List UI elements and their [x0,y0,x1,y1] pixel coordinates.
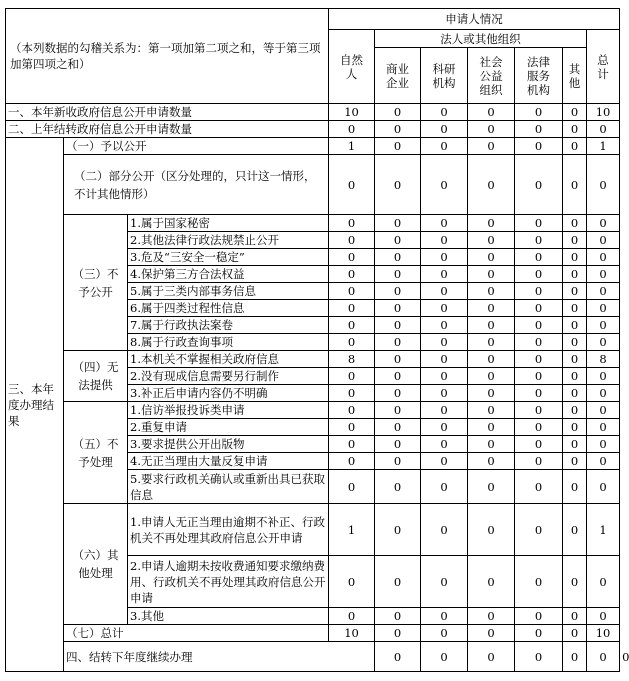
cell: 0 [515,556,563,608]
cell: 0 [515,283,563,300]
cell: 0 [421,385,468,402]
cell: 0 [515,504,563,556]
cell: 0 [375,300,421,317]
cell: 0 [563,642,587,672]
cell: 0 [375,625,421,642]
table-row [6,402,620,419]
cell: 0 [421,625,468,642]
group-label: （五）不予处理 [64,402,128,504]
cell: 0 [421,121,468,138]
cell: 0 [375,351,421,368]
cell: 0 [563,334,587,351]
cell: 0 [421,556,468,608]
cell: 1 [587,138,620,155]
cell: 10 [587,104,620,121]
row-label: 5.属于三类内部事务信息 [128,283,329,300]
cell: 0 [587,155,620,215]
cell: 0 [468,300,515,317]
cell: 0 [421,283,468,300]
cell: 8 [329,351,375,368]
header-col-public-welfare: 社会公益组织 [468,48,515,104]
cell: 0 [515,385,563,402]
cell: 0 [421,504,468,556]
row-label: （一）予以公开 [64,138,329,155]
cell: 0 [515,215,563,232]
cell: 0 [587,215,620,232]
cell: 0 [375,608,421,625]
row-label: 2.重复申请 [128,419,329,436]
header-col-business: 商业企业 [375,48,421,104]
cell: 0 [329,215,375,232]
cell: 0 [563,351,587,368]
cell: 0 [421,232,468,249]
row-label: 3.补正后申请内容仍不明确 [128,385,329,402]
cell: 0 [329,249,375,266]
cell: 0 [375,470,421,504]
cell: 0 [563,300,587,317]
cell: 0 [468,368,515,385]
row-label: 2.没有现成信息需要另行制作 [128,368,329,385]
cell: 0 [563,470,587,504]
cell: 0 [587,470,620,504]
cell: 0 [515,436,563,453]
row-label: 3.要求提供公开出版物 [128,436,329,453]
table-row [6,625,620,642]
cell: 0 [329,334,375,351]
cell: 0 [421,138,468,155]
cell: 0 [587,385,620,402]
cell: 0 [421,402,468,419]
cell: 0 [375,121,421,138]
cell: 1 [587,504,620,556]
row-label: 1.属于国家秘密 [128,215,329,232]
row-label: 7.属于行政执法案卷 [128,317,329,334]
row-label: （七）总计 [64,625,329,642]
cell: 0 [515,368,563,385]
cell: 0 [421,642,468,672]
cell: 0 [468,249,515,266]
header-note: （本列数据的勾稽关系为：第一项加第二项之和，等于第三项加第四项之和） [6,9,329,104]
cell: 0 [515,351,563,368]
cell: 0 [468,317,515,334]
header-col-natural-person: 自然人 [329,30,375,104]
cell: 0 [468,121,515,138]
cell: 0 [375,556,421,608]
cell: 0 [468,334,515,351]
cell: 0 [468,436,515,453]
cell: 0 [421,249,468,266]
cell: 0 [587,317,620,334]
cell: 0 [375,232,421,249]
cell: 1 [329,138,375,155]
header-legal: 法人或其他组织 [375,30,587,48]
cell: 0 [515,419,563,436]
cell: 0 [468,470,515,504]
cell: 0 [563,625,587,642]
cell: 0 [587,419,620,436]
cell: 0 [375,504,421,556]
cell: 0 [563,283,587,300]
row-label: 1.申请人无正当理由逾期不补正、行政机关不再处理其政府信息公开申请 [128,504,329,556]
cell: 0 [329,608,375,625]
row-label: 4.保护第三方合法权益 [128,266,329,283]
cell: 0 [329,300,375,317]
cell: 0 [587,402,620,419]
cell: 0 [515,402,563,419]
cell: 0 [587,334,620,351]
cell: 0 [421,300,468,317]
cell: 1 [329,504,375,556]
cell: 0 [468,351,515,368]
cell: 0 [515,317,563,334]
cell: 0 [468,453,515,470]
cell: 0 [563,402,587,419]
cell: 0 [375,436,421,453]
cell: 0 [468,419,515,436]
cell: 8 [587,351,620,368]
row-label: 四、结转下年度继续办理 [64,642,375,672]
cell: 0 [468,104,515,121]
cell: 0 [329,402,375,419]
cell: 0 [329,155,375,215]
cell: 0 [563,317,587,334]
cell: 0 [375,368,421,385]
cell: 0 [468,556,515,608]
cell: 0 [468,642,515,672]
group-label: （六）其他处理 [64,504,128,625]
header-col-other: 其他 [563,48,587,104]
cell: 0 [329,121,375,138]
cell: 0 [563,215,587,232]
cell: 0 [375,402,421,419]
cell: 0 [421,419,468,436]
cell: 10 [329,104,375,121]
cell: 0 [587,368,620,385]
cell: 0 [329,436,375,453]
table-row [6,504,620,556]
table-row [6,155,620,215]
cell: 0 [515,155,563,215]
cell: 0 [421,215,468,232]
cell: 0 [329,317,375,334]
cell: 0 [421,104,468,121]
cell: 0 [375,317,421,334]
cell: 0 [515,642,563,672]
cell: 0 [468,608,515,625]
cell: 0 [563,266,587,283]
table-row [6,104,620,121]
cell: 0 [563,155,587,215]
cell: 0 [468,283,515,300]
row-label: 8.属于行政查询事项 [128,334,329,351]
cell: 0 [421,436,468,453]
cell: 0 [329,283,375,300]
cell: 0 [563,556,587,608]
row-label: 2.申请人逾期未按收费通知要求缴纳费用、行政机关不再处理其政府信息公开申请 [128,556,329,608]
cell: 0 [468,266,515,283]
cell: 0 [563,453,587,470]
cell: 0 [421,155,468,215]
row-label: 4.无正当理由大量反复申请 [128,453,329,470]
table-row [6,138,620,155]
cell: 0 [421,317,468,334]
cell: 0 [515,232,563,249]
cell: 0 [515,608,563,625]
cell: 0 [375,642,421,672]
row-label: 5.要求行政机关确认或重新出具已获取信息 [128,470,329,504]
cell: 0 [375,283,421,300]
row-label: 二、上年结转政府信息公开申请数量 [6,121,329,138]
cell: 0 [329,453,375,470]
cell: 0 [375,138,421,155]
cell: 0 [468,232,515,249]
cell: 0 [587,453,620,470]
cell: 0 [421,453,468,470]
cell: 0 [468,504,515,556]
table-row [6,351,620,368]
cell: 0 [563,121,587,138]
cell: 0 [375,453,421,470]
cell: 0 [468,138,515,155]
header-applicant: 申请人情况 [329,9,620,30]
cell: 0 [329,368,375,385]
cell: 0 [329,385,375,402]
cell: 0 [375,419,421,436]
cell: 0 [563,249,587,266]
cell: 0 [375,249,421,266]
cell: 0 [375,385,421,402]
header-col-total: 总计 [587,30,620,104]
cell: 0 [563,419,587,436]
cell: 0 [468,385,515,402]
cell: 0 [587,283,620,300]
row-label: 一、本年新收政府信息公开申请数量 [6,104,329,121]
row-label: 1.本机关不掌握相关政府信息 [128,351,329,368]
cell: 0 [587,249,620,266]
cell: 0 [468,215,515,232]
row-label: （二）部分公开（区分处理的，只计这一情形，不计其他情形） [64,155,329,215]
cell: 0 [563,504,587,556]
cell: 0 [329,470,375,504]
cell: 0 [468,155,515,215]
cell: 0 [515,470,563,504]
group-label: （三）不予公开 [64,215,128,351]
row-label: 3.危及“三安全一稳定” [128,249,329,266]
cell: 0 [329,419,375,436]
section-3-label: 三、本年度办理结果 [6,138,64,672]
cell: 0 [375,104,421,121]
row-label: 6.属于四类过程性信息 [128,300,329,317]
table-row [6,215,620,232]
cell: 0 [468,625,515,642]
cell: 0 [468,402,515,419]
cell: 0 [587,642,620,672]
cell: 0 [563,138,587,155]
cell: 0 [563,232,587,249]
cell: 0 [515,121,563,138]
table-row: 四、结转下年度继续办理 0 0 0 0 0 0 0 [6,642,620,672]
group-label: （四）无法提供 [64,351,128,402]
table-row [6,121,620,138]
cell: 0 [587,266,620,283]
row-label: 1.信访举报投诉类申请 [128,402,329,419]
header-col-research: 科研机构 [421,48,468,104]
cell: 0 [563,368,587,385]
cell: 0 [515,453,563,470]
cell: 0 [587,232,620,249]
cell: 0 [329,266,375,283]
cell: 0 [587,300,620,317]
cell: 0 [421,368,468,385]
cell: 0 [515,300,563,317]
cell: 0 [421,470,468,504]
cell: 0 [515,334,563,351]
cell: 0 [515,104,563,121]
cell: 0 [515,266,563,283]
cell: 0 [563,436,587,453]
cell: 0 [587,608,620,625]
cell: 0 [563,385,587,402]
cell: 0 [421,351,468,368]
statistics-table [5,8,629,672]
cell: 0 [329,232,375,249]
header-col-legal-service: 法律服务机构 [515,48,563,104]
cell: 0 [421,334,468,351]
cell: 0 [587,121,620,138]
row-label: 2.其他法律行政法规禁止公开 [128,232,329,249]
cell: 0 [421,266,468,283]
cell: 0 [375,334,421,351]
row-label: 3.其他 [128,608,329,625]
cell: 10 [587,625,620,642]
cell: 0 [515,625,563,642]
cell: 10 [329,625,375,642]
cell: 0 [375,155,421,215]
cell: 0 [563,104,587,121]
cell: 0 [375,266,421,283]
cell: 0 [375,215,421,232]
cell: 0 [329,556,375,608]
cell: 0 [515,249,563,266]
cell: 0 [587,436,620,453]
cell: 0 [587,556,620,608]
cell: 0 [563,608,587,625]
cell: 0 [421,608,468,625]
cell: 0 [515,138,563,155]
